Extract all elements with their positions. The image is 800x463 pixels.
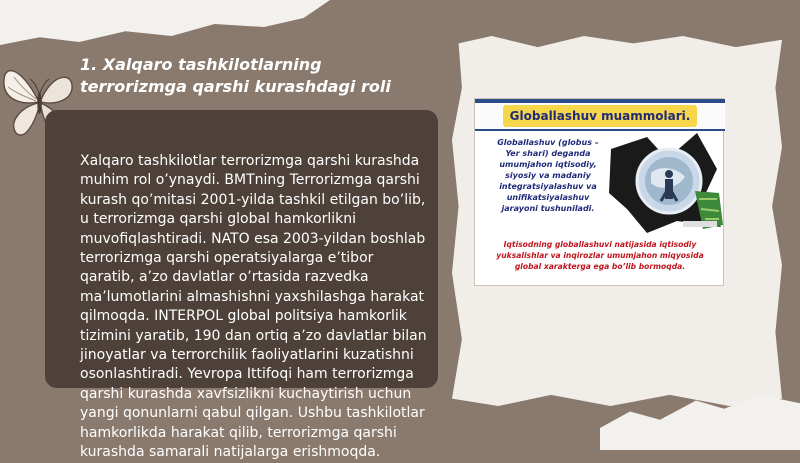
infographic-top-bar bbox=[475, 99, 725, 103]
slide-title-line-1: 1. Xalqaro tashkilotlarning bbox=[80, 55, 322, 74]
globe-figure-icon bbox=[607, 129, 725, 239]
body-text: Xalqaro tashkilotlar terrorizmga qarshi kurashda muhim rol o’ynaydi. BMTning Terrorizmga qarshi kurash qo’mitasi 2001-yilda tashkil etilgan bo’lib, u terrorizmga qarshi global hamkorlikni muvofiqlashtiradi. NATO esa 2003-yildan boshlab terrorizmga qarshi operatsiyalarga e’tibor qaratib, a’zo davlatlar o’rtasida razvedka ma’lumotlarini almashishni yaxshilashga harakat qilmoqda. INTERPOL global politsiya hamkorlik tizimini yaratib, 190 dan ortiq a’zo davlatlar bilan jinoyatlar va terrorchilik faoliyatlarini kuzatishni osonlashtiradi. Yevropa Ittifoqi ham terrorizmga qarshi kurashda xavfsizlikni kuchaytirish uchun yangi qonunlarni qabul qilgan. Ushbu tashkilotlar hamkorlikda harakat qilib, terrorizmga qarshi kurashda samarali natijalarga erishmoqda. bbox=[80, 153, 427, 461]
infographic-description: Globallashuv (globus – Yer shari) deganda umumjahon iqtisodiy, siyosiy va madaniy integratsiyalashuv va unifikatsiyalashuv jarayoni tushuniladi. bbox=[497, 138, 599, 213]
infographic-caption: Iqtisodning globallashuvi natijasida iqtisodiy yuksalishlar va inqirozlar umumjahon miqyosida global xarakterga ega bo’lib bormoqda. bbox=[496, 240, 704, 271]
slide-title bbox=[80, 54, 420, 98]
torn-paper-bottom bbox=[600, 395, 800, 450]
infographic-title: Globallashuv muammolari. bbox=[503, 105, 697, 127]
infographic-image bbox=[474, 98, 724, 286]
torn-paper-top bbox=[0, 0, 330, 60]
infographic-header bbox=[475, 99, 725, 131]
slide-title-line-2: terrorizmga qarshi kurashdagi roli bbox=[80, 77, 391, 96]
